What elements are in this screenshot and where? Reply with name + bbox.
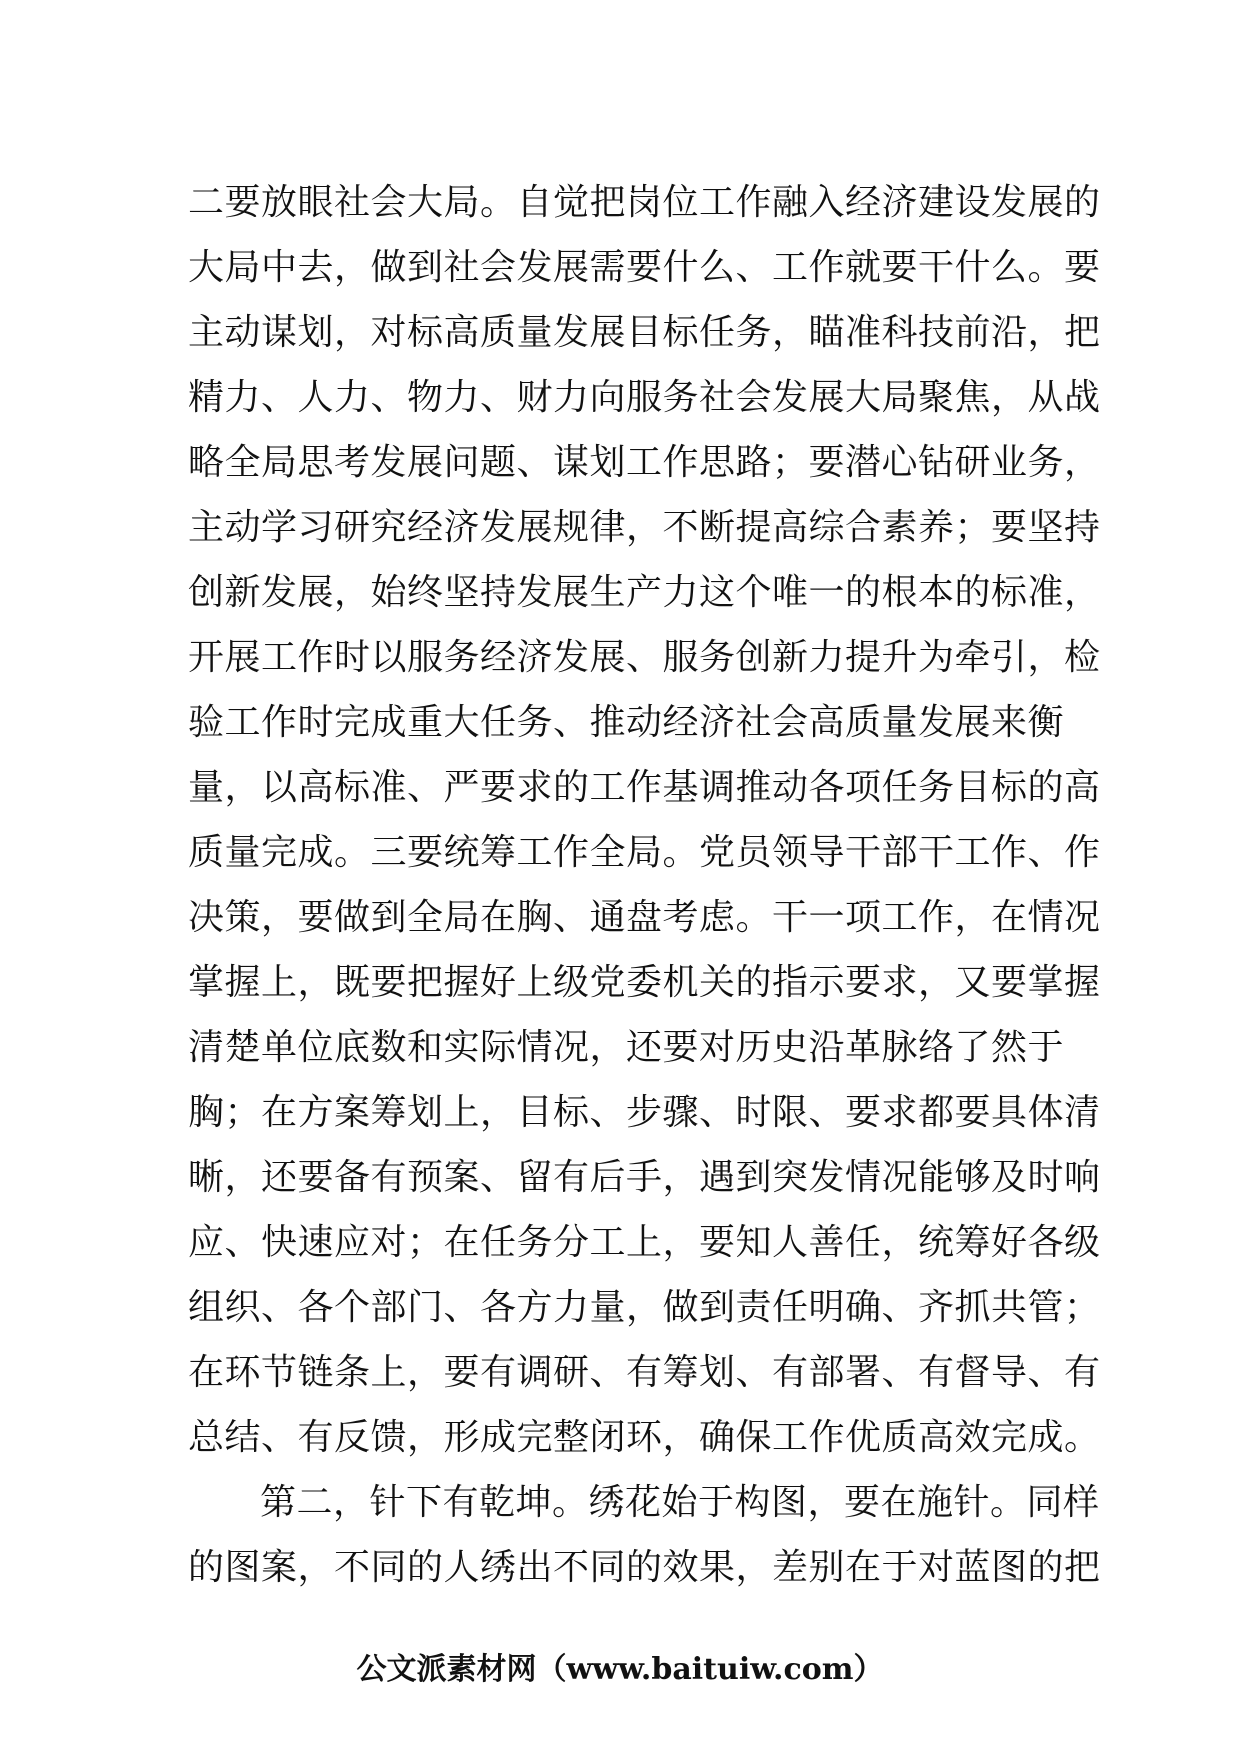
- text-line: 组织、各个部门、各方力量，做到责任明确、齐抓共管；: [188, 1287, 1101, 1328]
- text-line: 创新发展，始终坚持发展生产力这个唯一的根本的标准，: [188, 572, 1101, 613]
- text-line: 应、快速应对；在任务分工上，要知人善任，统筹好各级: [188, 1222, 1101, 1263]
- text-line: 掌握上，既要把握好上级党委机关的指示要求，又要掌握: [188, 962, 1101, 1003]
- footer-source: 公文派素材网（www.baituiw.com）: [356, 1652, 884, 1687]
- body-text: [188, 170, 1101, 1600]
- text-line: 开展工作时以服务经济发展、服务创新力提升为牵引，检: [188, 637, 1101, 678]
- text-line: 主动谋划，对标高质量发展目标任务，瞄准科技前沿，把: [188, 312, 1101, 353]
- text-line: 验工作时完成重大任务、推动经济社会高质量发展来衡: [188, 702, 1065, 743]
- paragraph-start-line: 第二，针下有乾坤。绣花始于构图，要在施针。同样: [260, 1482, 1100, 1523]
- text-line: 清楚单位底数和实际情况，还要对历史沿革脉络了然于: [188, 1027, 1065, 1068]
- text-line: 精力、人力、物力、财力向服务社会发展大局聚焦，从战: [188, 377, 1101, 418]
- text-line: 略全局思考发展问题、谋划工作思路；要潜心钻研业务，: [188, 442, 1101, 483]
- text-line: 决策，要做到全局在胸、通盘考虑。干一项工作，在情况: [188, 897, 1101, 938]
- text-line: 的图案，不同的人绣出不同的效果，差别在于对蓝图的把: [188, 1547, 1101, 1588]
- text-line: 在环节链条上，要有调研、有筹划、有部署、有督导、有: [188, 1352, 1101, 1393]
- text-line: 大局中去，做到社会发展需要什么、工作就要干什么。要: [188, 247, 1101, 288]
- text-line: 二要放眼社会大局。自觉把岗位工作融入经济建设发展的: [188, 182, 1101, 223]
- text-line: 总结、有反馈，形成完整闭环，确保工作优质高效完成。: [188, 1417, 1101, 1458]
- text-line: 主动学习研究经济发展规律，不断提高综合素养；要坚持: [188, 507, 1101, 548]
- text-line: 晰，还要备有预案、留有后手，遇到突发情况能够及时响: [188, 1157, 1101, 1198]
- text-line: 量，以高标准、严要求的工作基调推动各项任务目标的高: [188, 767, 1101, 808]
- text-line: 质量完成。三要统筹工作全局。党员领导干部干工作、作: [188, 832, 1101, 873]
- text-line: 胸；在方案筹划上，目标、步骤、时限、要求都要具体清: [188, 1092, 1101, 1133]
